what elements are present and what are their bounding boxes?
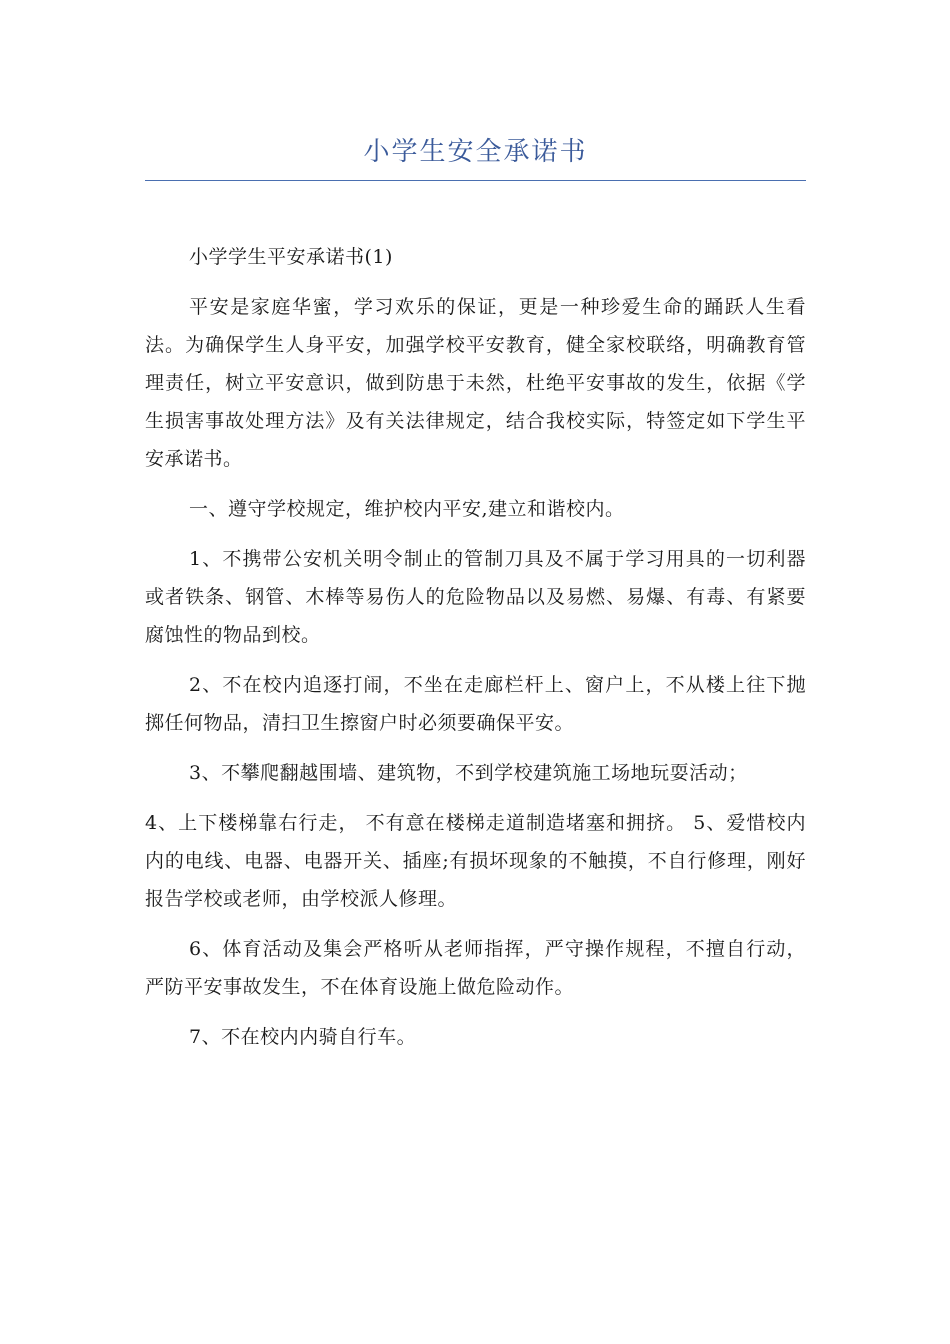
paragraph-item-7: 7、不在校内内骑自行车。 (189, 1026, 417, 1048)
document-title: 小学生安全承诺书 (363, 137, 588, 167)
paragraph-intro: 平安是家庭华蜜，学习欢乐的保证，更是一种珍爱生命的踊跃人生看法。为确保学生人身平安，加强学校平安教育，健全家校联络，明确教育管理责任，树立平安意识，做到防患于未然，杜绝平安事故的发生，依据《学生损害事故处理方法》及有关法律规定，结合我校实际，特签定如下学生平安承诺书。 (145, 296, 806, 470)
paragraph-item-2: 2、不在校内追逐打闹，不坐在走廊栏杆上、窗户上，不从楼上往下抛掷任何物品，清扫卫生擦窗户时必须要确保平安。 (145, 674, 806, 734)
paragraph-section-1: 一、遵守学校规定，维护校内平安,建立和谐校内。 (189, 498, 625, 520)
document-body (145, 238, 806, 1068)
paragraph-item-1: 1、不携带公安机关明令制止的管制刀具及不属于学习用具的一切利器或者铁条、钢管、木棒等易伤人的危险物品以及易燃、易爆、有毒、有紧要腐蚀性的物品到校。 (145, 548, 806, 646)
paragraph-item-6: 6、体育活动及集会严格听从老师指挥，严守操作规程，不擅自行动，严防平安事故发生，不在体育设施上做危险动作。 (145, 938, 806, 998)
paragraph-item-3: 3、不攀爬翻越围墙、建筑物，不到学校建筑施工场地玩耍活动； (189, 762, 748, 784)
title-underline (145, 180, 806, 181)
paragraph-subtitle: 小学学生平安承诺书(1) (189, 246, 393, 268)
paragraph-item-4-5: 4、上下楼梯靠右行走， 不有意在楼梯走道制造堵塞和拥挤。 5、爱惜校内内的电线、电器、电器开关、插座;有损坏现象的不触摸，不自行修理，刚好报告学校或老师，由学校派人修理。 (145, 812, 806, 910)
